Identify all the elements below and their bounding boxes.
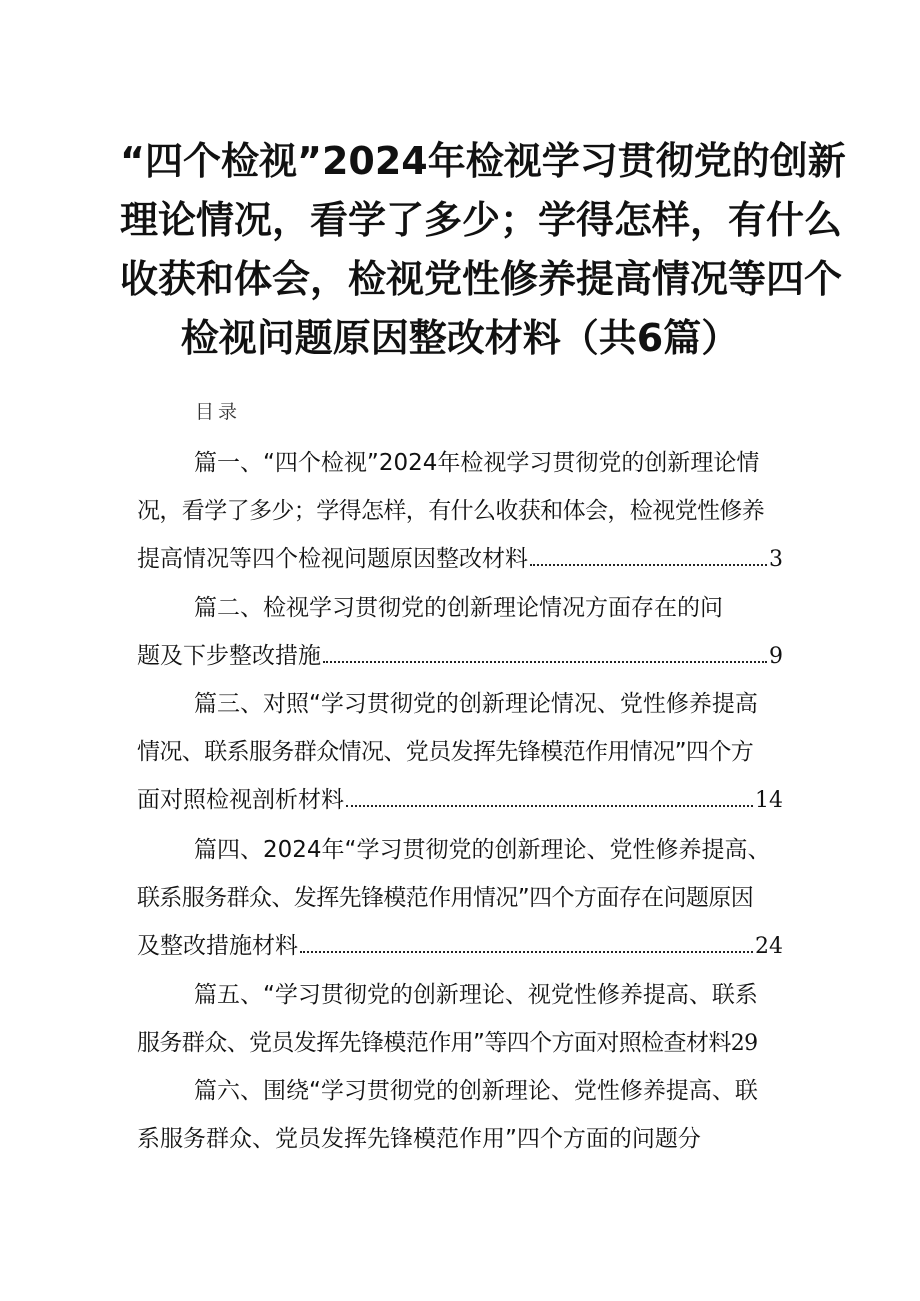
page-number: 24 — [755, 934, 783, 959]
title-line-4: 检视问题原因整改材料（共6篇） — [180, 316, 740, 360]
title-line-1: “四个检视”2024年检视学习贯彻党的创新 — [120, 139, 846, 183]
toc-entry-last-line — [137, 535, 783, 583]
toc-entry-text: 服务群众、党员发挥先锋模范作用”等四个方面对照检查材料 — [137, 1030, 731, 1056]
toc-entry-line: 联系服务群众、发挥先锋模范作用情况”四个方面存在问题原因 — [137, 885, 754, 911]
toc-entry-6[interactable] — [137, 1067, 783, 1163]
dot-leader — [323, 661, 767, 663]
page-number: 9 — [769, 644, 783, 669]
dot-leader — [300, 951, 753, 953]
title-line-2: 理论情况，看学了多少；学得怎样，有什么 — [120, 198, 843, 242]
toc-entry-text: 题及下步整改措施 — [137, 643, 321, 669]
toc-entry-5[interactable] — [137, 971, 783, 1067]
document-title — [120, 132, 846, 368]
toc-entry-2[interactable] — [137, 584, 783, 680]
toc-entry-last-line — [137, 1019, 783, 1067]
toc-entry-4[interactable] — [137, 826, 783, 970]
toc-entry-line: 情况、联系服务群众情况、党员发挥先锋模范作用情况”四个方 — [137, 739, 754, 765]
toc-entry-last-line — [137, 632, 783, 680]
dot-leader — [530, 564, 767, 566]
toc-entry-line: 篇四、2024年“学习贯彻党的创新理论、党性修养提高、 — [194, 837, 771, 863]
toc-entry-line: 系服务群众、党员发挥先锋模范作用”四个方面的问题分 — [137, 1126, 701, 1152]
toc-entry-text: 面对照检视剖析材料 — [137, 787, 344, 813]
title-line-3: 收获和体会，检视党性修养提高情况等四个 — [120, 257, 843, 301]
toc-entry-text: 提高情况等四个检视问题原因整改材料 — [137, 546, 528, 572]
page-number: 3 — [769, 547, 783, 572]
toc-entry-line: 况，看学了多少；学得怎样，有什么收获和体会，检视党性修养 — [137, 498, 765, 524]
toc-entry-line: 篇六、围绕“学习贯彻党的创新理论、党性修养提高、联 — [194, 1078, 758, 1104]
toc-entry-last-line — [137, 922, 783, 970]
toc-entry-line: 篇五、“学习贯彻党的创新理论、视党性修养提高、联系 — [194, 982, 758, 1008]
toc-entry-last-line — [137, 776, 783, 824]
dot-leader — [346, 805, 753, 807]
toc-entry-3[interactable] — [137, 680, 783, 824]
page-number: 14 — [755, 788, 783, 813]
toc-entry-line: 篇三、对照“学习贯彻党的创新理论情况、党性修养提高 — [194, 691, 758, 717]
toc-entry-1[interactable] — [137, 439, 783, 583]
toc-entry-line: 篇二、检视学习贯彻党的创新理论情况方面存在的问 — [194, 595, 723, 621]
toc-entry-line: 篇一、“四个检视”2024年检视学习贯彻党的创新理论情 — [194, 450, 760, 476]
page-number: 29 — [730, 1031, 758, 1056]
toc-entry-text: 及整改措施材料 — [137, 933, 298, 959]
toc-heading: 目录 — [195, 401, 242, 423]
